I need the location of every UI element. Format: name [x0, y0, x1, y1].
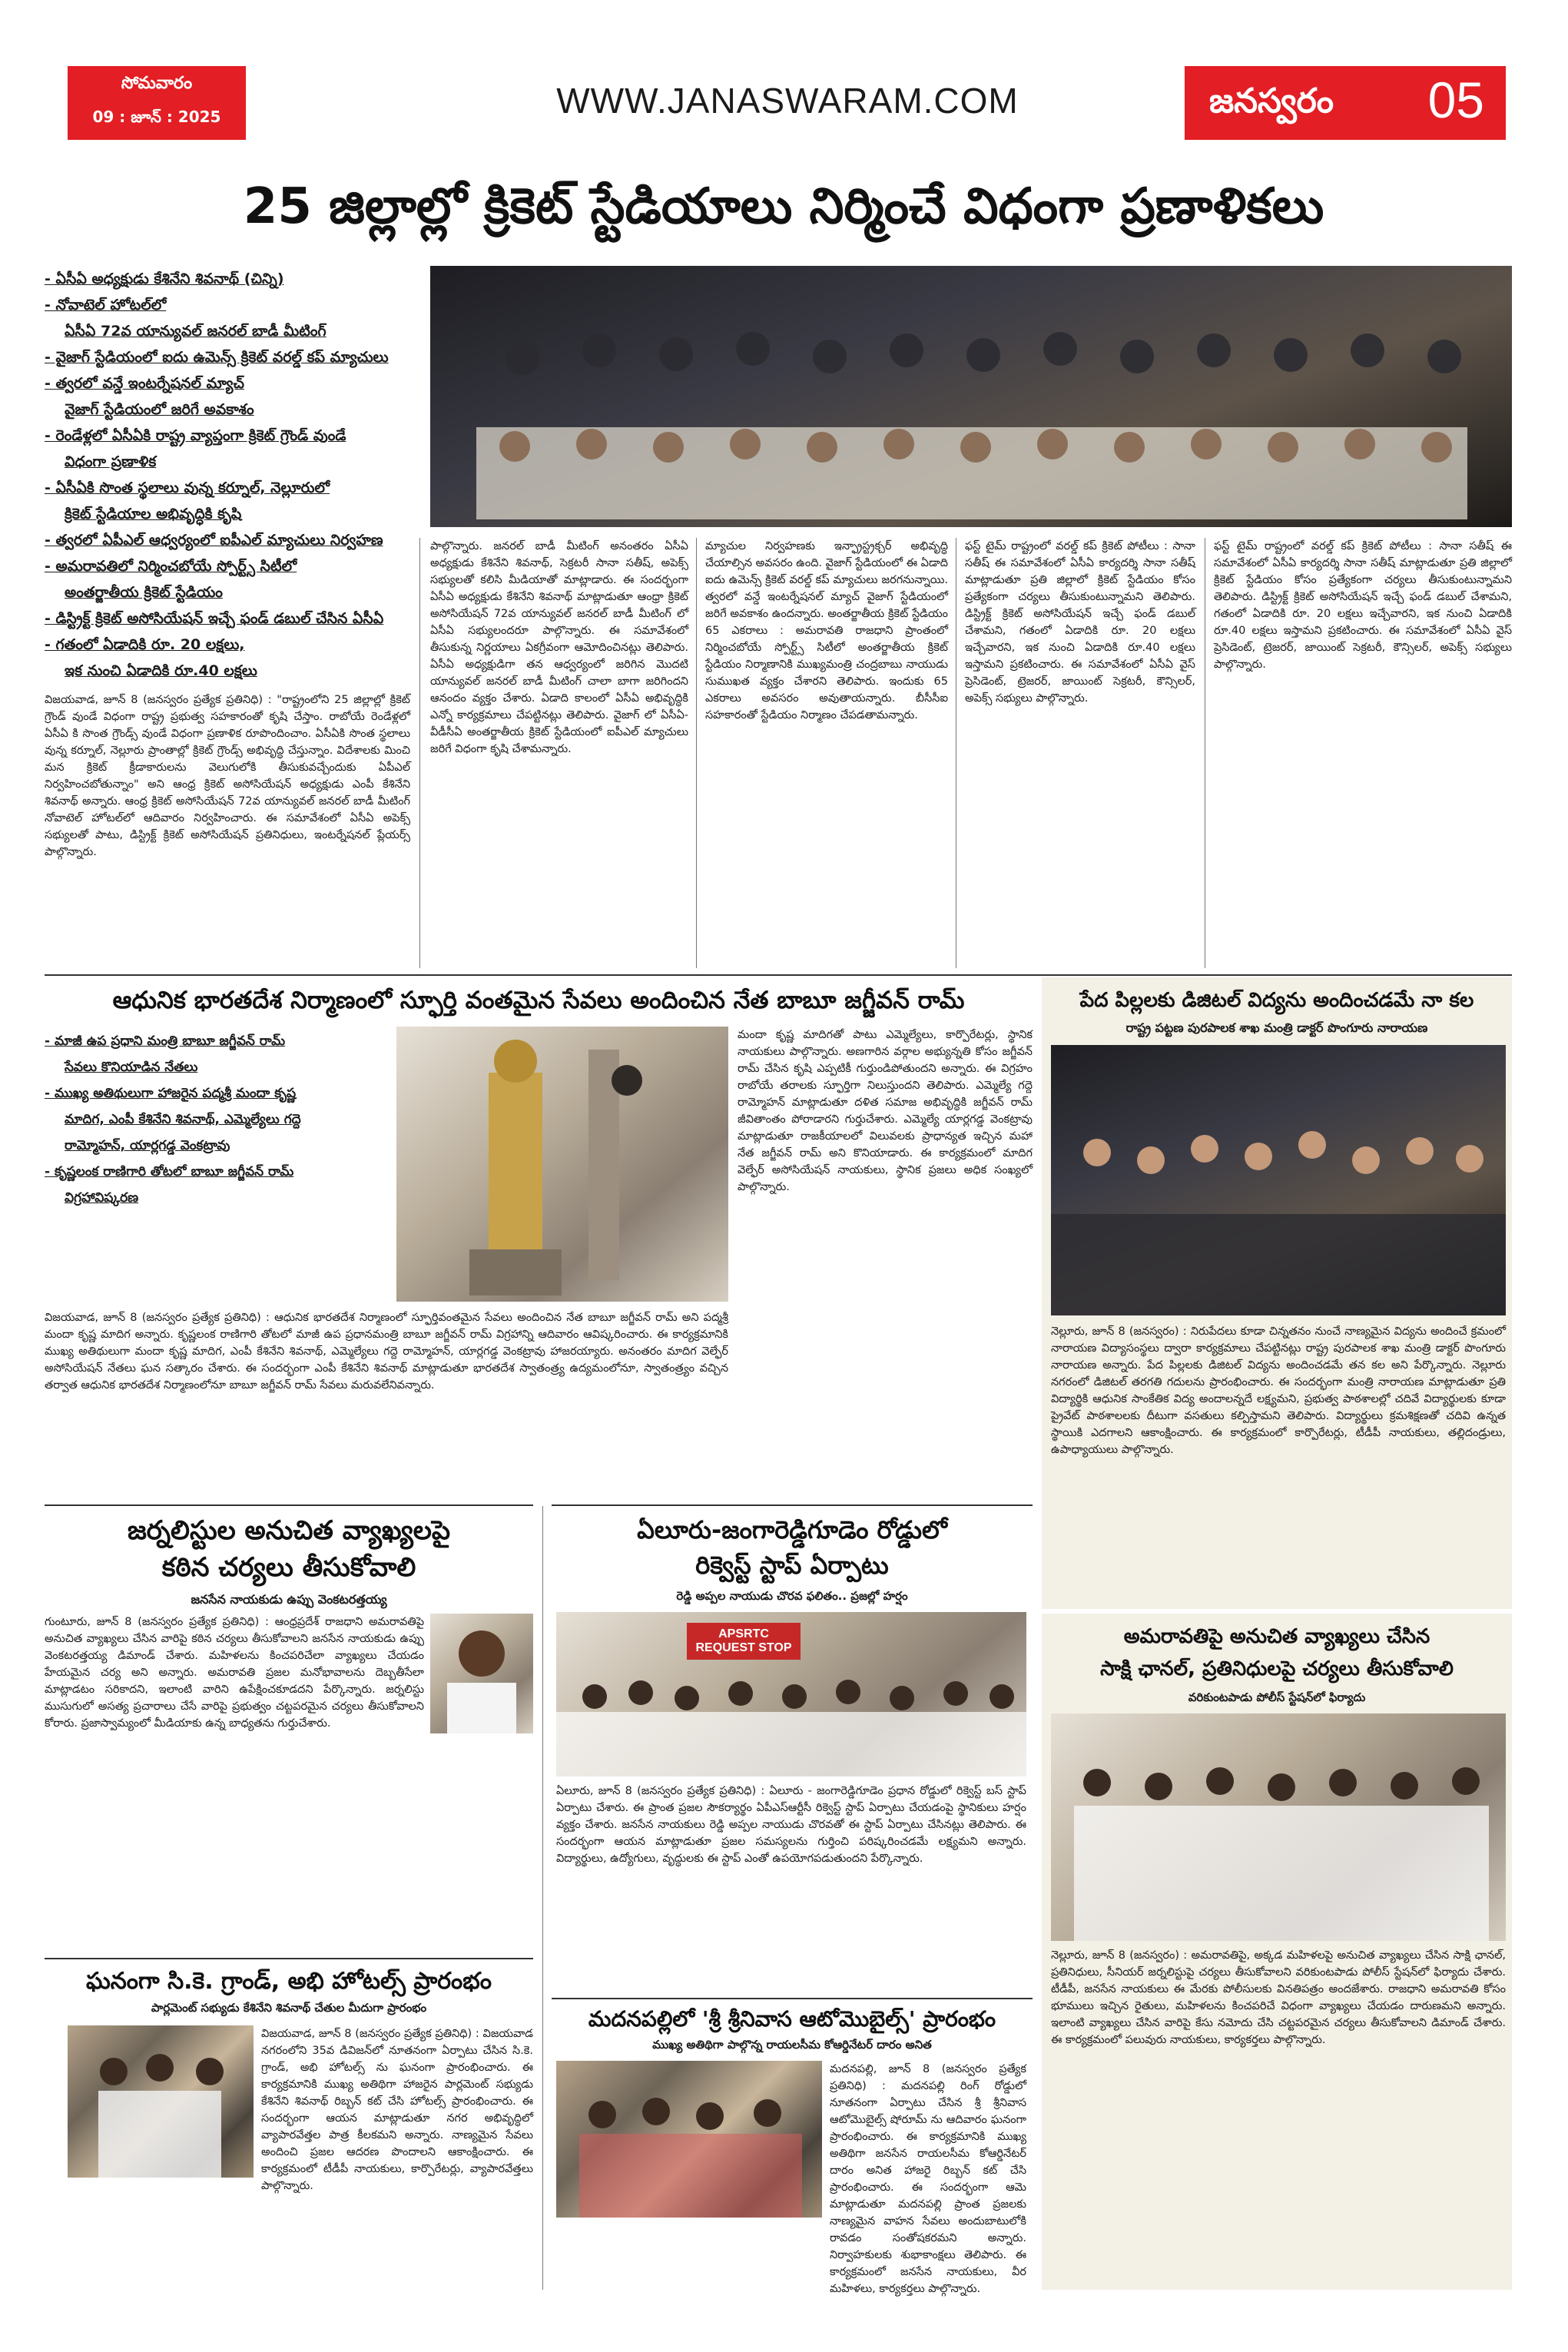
bullet-item: అంతర్జాతీయ క్రికెట్ స్టేడియం — [65, 584, 223, 601]
masthead-box — [1185, 66, 1506, 140]
digital-text: నెల్లూరు, జూన్ 8 (జనస్వరం) : నిరుపేదలు కూడా చిన్నతనం నుంచే నాణ్యమైన విద్యను అందించే క్రమంలో నారాయణ విద్యాసంస్థలు ద్వారా కార్యక్రమాలు చేపట్టినట్లు రాష్ట్ర పురపాలక శాఖ మంత్రి డాక్టర్ పొంగూరు నారాయణ అన్నారు. పేద పిల్లలకు డిజిటల్ విద్యను అందించడమే తన కల అని పేర్కొన్నారు. నెల్లూరు నగరంలో డిజిటల్ తరగతి గదులను ప్రారంభించారు. ఈ సందర్భంగా మంత్రి నారాయణ మాట్లాడుతూ ప్రతి విద్యార్థికి ఆధునిక సాంకేతిక విద్య అందాలన్నదే లక్ష్యమని, ప్రభుత్వ పాఠశాలల్లో చదివే విద్యార్థులకు కూడా ప్రైవేట్ పాఠశాలలకు దీటుగా వసతులు కల్పిస్తామని తెలిపారు. విద్యార్థులు క్రమశిక్షణతో చదివి ఉన్నత స్థాయికి ఎదగాలని ఆకాంక్షించారు. ఈ కార్యక్రమంలో కార్పొరేటర్లు, టీడీపీ నాయకులు, తల్లిదండ్రులు, ఉపాధ్యాయులు పాల్గొన్నారు. — [1051, 1325, 1506, 1456]
digital-headline: పేద పిల్లలకు డిజిటల్ విద్యను అందించడమే నా కల — [1079, 989, 1474, 1012]
hotel-text: విజయవాడ, జూన్ 8 (జనస్వరం ప్రత్యేక ప్రతినిధి) : విజయవాడ నగరంలోని 35వ డివిజన్‌లో నూతనంగా ఏర్పాటు చేసిన సి.కె. గ్రాండ్, అభి హోటల్స్ ను ఘనంగా ప్రారంభించారు. ఈ కార్యక్రమానికి ముఖ్య అతిథిగా హాజరైన పార్లమెంట్ సభ్యుడు కేశినేని శివనాథ్ రిబ్బన్ కట్ చేసి హోటల్స్ ప్రారంభించారు. ఈ సందర్భంగా ఆయన మాట్లాడుతూ నగర అభివృద్ధిలో వ్యాపారవేత్తల పాత్ర కీలకమని అన్నారు. నాణ్యమైన సేవలు అందించి ప్రజల ఆదరణ పొందాలని ఆకాంక్షించారు. ఈ కార్యక్రమంలో టీడీపీ నాయకులు, కార్పొరేటర్లు, వ్యాపారవేత్తలు పాల్గొన్నారు. — [261, 2028, 533, 2192]
main-bullets — [45, 266, 429, 684]
jagjivan-col2: మందా కృష్ణ మాదిగతో పాటు ఎమ్మెల్యేలు, కార్పొరేటర్లు, స్థానిక నాయకులు పాల్గొన్నారు. అణగారిన వర్గాల అభ్యున్నతి కోసం జగ్జీవన్ రామ్ చేసిన కృషి ఎప్పటికీ గుర్తుండిపోతుందని అన్నారు. ఈ విగ్రహం రాబోయే తరాలకు స్ఫూర్తిగా నిలుస్తుందని తెలిపారు. ఎమ్మెల్యే గద్దె రామ్మోహన్ మాట్లాడుతూ దళిత సమాజ అభివృద్ధికి జగ్జీవన్ రామ్ జీవితాంతం పోరాడారని గుర్తుచేశారు. ఎమ్మెల్యే యార్లగడ్డ వెంకట్రావు మాట్లాడుతూ రాజకీయాలలో విలువలకు ప్రాధాన్యత ఇచ్చిన మహా నేత జగ్జీవన్ రామ్ అని కొనియాడారు. ఈ కార్యక్రమంలో మాదిగ వెల్ఫేర్ అసోసియేషన్ నాయకులు, స్థానిక ప్రజలు అధిక సంఖ్యలో పాల్గొన్నారు. — [738, 1029, 1033, 1193]
section-divider — [552, 1998, 1033, 1999]
bullet-item: - నోవాటెల్ హోటల్‌లో — [45, 297, 167, 313]
eluru-text: ఏలూరు, జూన్ 8 (జనస్వరం ప్రత్యేక ప్రతినిధి) : ఏలూరు - జంగారెడ్డిగూడెం ప్రధాన రోడ్డులో రిక్వెస్ట్ బస్ స్టాప్ ఏర్పాటు చేశారు. ఈ ప్రాంత ప్రజల సౌకర్యార్థం ఏపీఎస్ఆర్టీసీ రిక్వెస్ట్ స్టాప్ ఏర్పాటు చేయడంపై స్థానికులు హర్షం వ్యక్తం చేశారు. జనసేన నాయకులు రెడ్డి అప్పల నాయుడు చొరవతో ఈ స్టాప్ ఏర్పాటు చేసినట్లు తెలిపారు. ఈ సందర్భంగా ఆయన మాట్లాడుతూ ప్రజల సమస్యలను గుర్తించి పరిష్కరించడమే లక్ష్యమని అన్నారు. విద్యార్థులు, ఉద్యోగులు, వృద్ధులకు ఈ స్టాప్ ఎంతో ఉపయోగపడుతుందని పేర్కొన్నారు. — [556, 1785, 1026, 1865]
eluru-headline-1: ఏలూరు-జంగారెడ్డిగూడెం రోడ్డులో — [637, 1515, 947, 1544]
bullet-item: క్రికెట్ స్టేడియాల అభివృద్ధికి కృషి — [65, 506, 242, 522]
bullet-item: - త్వరలో వన్డే ఇంటర్నేషనల్ మ్యాచ్ — [45, 375, 244, 392]
madanapalle-text: మదనపల్లి, జూన్ 8 (జనస్వరం ప్రత్యేక ప్రతినిధి) : మదనపల్లి రింగ్ రోడ్డులో నూతనంగా ఏర్పాటు చేసిన శ్రీ శ్రీనివాస ఆటోమొబైల్స్ షోరూమ్ ను ఆదివారం ఘనంగా ప్రారంభించారు. ఈ కార్యక్రమానికి ముఖ్య అతిథిగా జనసేన రాయలసీమ కోఆర్డినేటర్ దారం అనిత హాజరై రిబ్బన్ కట్ చేసి ప్రారంభించారు. ఈ సందర్భంగా ఆమె మాట్లాడుతూ మదనపల్లి ప్రాంత ప్రజలకు నాణ్యమైన వాహన సేవలు అందుబాటులోకి రావడం సంతోషకరమని అన్నారు. నిర్వాహకులకు శుభాకాంక్షలు తెలిపారు. ఈ కార్యక్రమంలో జనసేన నాయకులు, వీర మహిళలు, కార్యకర్తలు పాల్గొన్నారు. — [830, 2063, 1026, 2295]
column-divider — [696, 538, 697, 968]
bullet-item: - కృష్ణలంక రాణిగారి తోటలో బాబూ జగ్జీవన్ రామ్ — [45, 1164, 294, 1179]
eluru-headline-2: రిక్వెస్ట్ స్టాప్ ఏర్పాటు — [695, 1551, 889, 1580]
section-divider — [45, 1958, 533, 1959]
classroom-crowd — [1051, 1045, 1506, 1315]
column-divider — [542, 1506, 543, 2290]
police-station-figures — [1051, 1713, 1506, 1941]
main-story-col3: మ్యాచుల నిర్వహణకు ఇన్ఫ్రాస్ట్రక్చర్ అభివృద్ధి చేయాల్సిన అవసరం ఉంది. వైజాగ్ స్టేడియంలో ఈ ఏడాది ఐదు ఉమెన్స్ క్రికెట్ వరల్డ్ కప్ మ్యాచులు జరగనున్నాయి. త్వరలో వన్డే ఇంటర్నేషనల్ మ్యాచ్ వైజాగ్ స్టేడియంలో జరిగే అవకాశం ఉందన్నారు. అంతర్జాతీయ క్రికెట్ స్టేడియం 65 ఎకరాలు : అమరావతి రాజధాని ప్రాంతంలో నిర్మించబోయే స్పోర్ట్స్ సిటీలో అంతర్జాతీయ క్రికెట్ స్టేడియం నిర్మాణానికి ముఖ్యమంత్రి చంద్రబాబు నాయుడు సుముఖత వ్యక్తం చేశారని తెలిపారు. ఇందుకు 65 ఎకరాలు అవసరం అవుతాయన్నారు. బీసీసీఐ సహకారంతో స్టేడియం నిర్మాణం చేపడతామన్నారు. — [705, 540, 948, 722]
website-url[interactable]: WWW.JANASWARAM.COM — [556, 81, 1019, 121]
section-divider — [45, 1504, 533, 1506]
portrait-figure — [430, 1614, 533, 1733]
statue-figure — [396, 1027, 728, 1302]
bullet-item: విగ్రహావిష్కరణ — [65, 1190, 139, 1206]
day-label: సోమవారం — [121, 74, 193, 93]
journalist-headline-1: జర్నలిస్టుల అనుచిత వ్యాఖ్యలపై — [127, 1515, 451, 1546]
showroom-figures — [556, 2061, 822, 2218]
main-story-col4: ఫస్ట్ టైమ్ రాష్ట్రంలో వరల్డ్ కప్ క్రికెట్ పోటీలు : సానా సతీష్ ఈ సమావేశంలో ఏసీఏ కార్యదర్శి సానా సతీష్ మాట్లాడుతూ ప్రతి జిల్లాలో క్రికెట్ స్టేడియం కోసం ప్రత్యేకంగా చర్యలు తీసుకుంటున్నామని తెలిపారు. డిస్ట్రిక్ట్ క్రికెట్ అసోసియేషన్ ఇచ్చే ఫండ్ డబుల్ చేశామని, గతంలో ఏడాదికి రూ. 20 లక్షలు ఇచ్చేవారని, ఇక నుంచి ఏడాదికి రూ.40 లక్షలు ఇస్తామని ప్రకటించారు. ఈ సమావేశంలో ఏసీఏ వైస్ ప్రెసిడెంట్, ట్రెజరర్, జాయింట్ సెక్రటరీ, కౌన్సిలర్, అపెక్స్ సభ్యులు పాల్గొన్నారు. — [965, 540, 1195, 705]
amaravati-headline-1: అమరావతిపై అనుచిత వ్యాఖ్యలు చేసిన — [1123, 1625, 1430, 1648]
bullet-item: మాదిగ, ఎంపీ కేశినేని శివనాథ్, ఎమ్మెల్యేలు గద్దె — [65, 1112, 301, 1127]
journalist-portrait — [430, 1614, 533, 1733]
bullet-item: - ఏసీఏ అధ్యక్షుడు కేశినేని శివనాథ్ (చిన్ని) — [45, 270, 284, 287]
date-box — [68, 66, 246, 140]
classroom-photo — [1051, 1045, 1506, 1315]
bullet-item: - ఏసీఏకి సొంత స్థలాలు వున్న కర్నూల్, నెల్లూరులో — [45, 479, 330, 496]
agm-group-photo — [430, 266, 1512, 527]
amaravati-headline-2: సాక్షి ఛానల్, ప్రతినిధులపై చర్యలు తీసుకోవాలి — [1100, 1657, 1454, 1680]
date-label: 09 : జూన్ : 2025 — [92, 108, 221, 126]
bullet-item: విధంగా ప్రణాళిక — [65, 453, 157, 470]
hotel-figures — [68, 2025, 254, 2178]
bullet-item: - మాజీ ఉప ప్రధాని మంత్రి బాబూ జగ్జీవన్ రామ్ — [45, 1033, 286, 1049]
showroom-photo — [556, 2061, 822, 2218]
journalist-headline-2: కఠిన చర్యలు తీసుకోవాలి — [161, 1552, 416, 1583]
amaravati-text: నెల్లూరు, జూన్ 8 (జనస్వరం) : అమరావతిపై, అక్కడ మహిళలపై అనుచిత వ్యాఖ్యలు చేసిన సాక్షి ఛానల్, ప్రతినిధులు, సీనియర్ జర్నలిస్టుపై చర్యలు తీసుకోవాలని వరికుంటపాడు పోలీస్ స్టేషన్‌లో ఫిర్యాదు చేశారు. టీడీపీ, జనసేన నాయకులు ఈ మేరకు పోలీసులకు వినతిపత్రం అందజేశారు. రాజధాని అమరావతి కోసం భూములు ఇచ్చిన రైతులు, మహిళలను కించపరిచే విధంగా వ్యాఖ్యలు చేయడం దారుణమని అన్నారు. ఇలాంటి వ్యాఖ్యలు చేసిన వారిపై కేసు నమోదు చేసి చట్టపరమైన చర్యలు తీసుకోవాలని డిమాండ్ చేశారు. ఈ కార్యక్రమంలో పలువురు నాయకులు, కార్యకర్తలు పాల్గొన్నారు. — [1051, 1949, 1506, 2046]
bullet-item: ఇక నుంచి ఏడాదికి రూ.40 లక్షలు — [65, 662, 257, 679]
bullet-item: - డిస్ట్రిక్ట్ క్రికెట్ అసోసియేషన్ ఇచ్చే ఫండ్ డబుల్ చేసిన ఏసీఏ — [45, 610, 384, 627]
bullet-item: వైజాగ్ స్టేడియంలో జరిగే అవకాశం — [65, 401, 254, 418]
bullet-item: రామ్మోహన్, యార్లగడ్డ వెంకట్రావు — [65, 1138, 230, 1153]
section-divider — [552, 1504, 1033, 1506]
main-story-col5: ఫస్ట్ టైమ్ రాష్ట్రంలో వరల్డ్ కప్ క్రికెట్ పోటీలు : సానా సతీష్ ఈ సమావేశంలో ఏసీఏ కార్యదర్శి సానా సతీష్ మాట్లాడుతూ ప్రతి జిల్లాలో క్రికెట్ స్టేడియం కోసం ప్రత్యేకంగా చర్యలు తీసుకుంటున్నామని తెలిపారు. డిస్ట్రిక్ట్ క్రికెట్ అసోసియేషన్ ఇచ్చే ఫండ్ డబుల్ చేశామని, గతంలో ఏడాదికి రూ. 20 లక్షలు ఇచ్చేవారని, ఇక నుంచి ఏడాదికి రూ.40 లక్షలు ఇస్తామని ప్రకటించారు. ఈ సమావేశంలో ఏసీఏ వైస్ ప్రెసిడెంట్, ట్రెజరర్, జాయింట్ సెక్రటరీ, కౌన్సిలర్, అపెక్స్ సభ్యులు పాల్గొన్నారు. — [1214, 540, 1512, 671]
police-station-photo — [1051, 1713, 1506, 1941]
bullet-item: సేవలు కొనియాడిన నేతలు — [65, 1060, 198, 1075]
bullet-item: - త్వరలో ఏపీఎల్ ఆధ్వర్యంలో ఐపీఎల్ మ్యాచులు నిర్వహణ — [45, 532, 383, 549]
main-story-col2: పాల్గొన్నారు. జనరల్ బాడీ మీటింగ్ అనంతరం ఏసీఏ అధ్యక్షుడు కేశినేని శివనాథ్, సెక్రటరీ సానా సతీష్, అపెక్స్ సభ్యులతో కలిసి మీడియాతో మాట్లాడారు. ఈ సందర్భంగా ఏసీఏ అధ్యక్షుడు కేశినేని శివనాథ్ మాట్లాడుతూ ఆంధ్రా క్రికెట్ అసోసియేషన్ 72వ యాన్యువల్ జనరల్ బాడీ మీటింగ్ లో ఏసీఏ సభ్యులందరూ పాల్గొన్నారు. ఈ సమావేశంలో తీసుకున్న నిర్ణయాలు ఏకగ్రీవంగా ఆమోదించినట్లు తెలిపారు. ఏసీఏ అధ్యక్షుడిగా తన ఆధ్వర్యంలో జరిగిన మొదటి యాన్యువల్ జనరల్ బాడీ మీటింగ్ చాలా బాగా జరిగిందని ఆనందం వ్యక్తం చేశారు. ఏడాది కాలంలో ఏసీఏ అభివృద్ధికి ఎన్నో కార్యక్రమాలు చేపట్టినట్లు తెలిపారు. వైజాగ్ లో ఏసీఏ-వీడీసీఏ అంతర్జాతీయ క్రికెట్ స్టేడియంలో ఐపీఎల్ మ్యాచులు జరిగే విధంగా కృషి చేశామన్నారు. — [430, 540, 688, 755]
main-story-col1: విజయవాడ, జూన్ 8 (జనస్వరం ప్రత్యేక ప్రతినిధి) : "రాష్ట్రంలోని 25 జిల్లాల్లో క్రికెట్ గ్రౌండ్ వుండే విధంగా రాష్ట్ర ప్రభుత్వ సహకారంతో కృషి చేస్తాం. రాబోయే రెండేళ్లలో ఏసీఏ కి సొంత గ్రౌండ్స్ వుండే విధంగా ప్రణాళిక రూపొందించాం. ఏసీఏకి సొంత స్థలాలు వున్న కర్నూల్, నెల్లూరు ప్రాంతాల్లో క్రికెట్ గ్రౌండ్స్ అభివృద్ధి చేస్తున్నాం. విదేశాలకు మించి మన క్రికెట్ క్రీడాకారులను వెలుగులోకి తీసుకువచ్చేందుకు ఏపీఎల్ నిర్వహించబోతున్నాం" అని ఆంధ్ర క్రికెట్ అసోసియేషన్ అధ్యక్షుడు ఎంపీ కేశినేని శివనాథ్ అన్నారు. ఆంధ్ర క్రికెట్ అసోసియేషన్ 72వ యాన్యువల్ జనరల్ బాడీ మీటింగ్ నోవాటెల్ హోటల్‌లో ఆదివారం నిర్వహించారు. ఈ సమావేశంలో ఏసీఏ అపెక్స్ సభ్యులతో పాటు, డిస్ట్రిక్ట్ క్రికెట్ అసోసియేషన్ ప్రతినిధులు, ఇంటర్నేషనల్ ప్లేయర్స్ పాల్గొన్నారు. — [45, 694, 410, 858]
madanapalle-subhead: ముఖ్య అతిథిగా పాల్గొన్న రాయలసీమ కోఆర్డినేటర్ దారం అనిత — [652, 2038, 932, 2052]
section-divider — [45, 974, 1512, 976]
request-stop-photo — [556, 1612, 1026, 1776]
bullet-item: - వైజాగ్ స్టేడియంలో ఐదు ఉమెన్స్ క్రికెట్ వరల్డ్ కప్ మ్యాచులు — [45, 349, 389, 366]
bullet-item: - అమరావతిలో నిర్మించబోయే స్పోర్ట్స్ సిటీలో — [45, 558, 297, 575]
jagjivan-bullets — [45, 1028, 392, 1211]
bullet-item: ఏసీఏ 72వ యాన్యువల్ జనరల్ బాడీ మీటింగ్ — [65, 323, 327, 340]
column-divider — [419, 538, 420, 968]
page-number: 05 — [1427, 71, 1484, 128]
request-stop-sign: APSRTC REQUEST STOP — [687, 1623, 801, 1660]
bullet-item: - ముఖ్య అతిథులుగా హాజరైన పద్మశ్రీ మందా కృష్ణ — [45, 1086, 297, 1101]
journalist-text: గుంటూరు, జూన్ 8 (జనస్వరం ప్రత్యేక ప్రతినిధి) : ఆంధ్రప్రదేశ్ రాజధాని అమరావతిపై అనుచిత వ్యాఖ్యలు చేసిన వారిపై కఠిన చర్యలు తీసుకోవాలని జనసేన నాయకుడు ఉప్పు వెంకటరత్తయ్య డిమాండ్ చేశారు. మహిళలను కించపరిచేలా వ్యాఖ్యలు చేయడం హేయమైన చర్య అని అన్నారు. అమరావతి ప్రజల మనోభావాలను దెబ్బతీసేలా మాట్లాడటం సరికాదని, ఇలాంటి వారిని ఉపేక్షించకూడదని పేర్కొన్నారు. జర్నలిస్టు ముసుగులో అసత్య ప్రచారాలు చేసే వారిపై ప్రభుత్వం చట్టపరమైన చర్యలు తీసుకోవాలని కోరారు. ప్రజాస్వామ్యంలో మీడియాకు ఉన్న బాధ్యతను గుర్తుచేశారు. — [45, 1616, 424, 1730]
madanapalle-headline: మదనపల్లిలో 'శ్రీ శ్రీనివాస ఆటోమొబైల్స్' ప్రారంభం — [588, 2006, 996, 2032]
journalist-subhead: జనసేన నాయకుడు ఉప్పు వెంకటరత్తయ్య — [191, 1592, 387, 1607]
bullet-item: - రెండేళ్లలో ఏసీఏకి రాష్ట్ర వ్యాప్తంగా క్రికెట్ గ్రౌండ్ వుండే — [45, 427, 346, 444]
eluru-subhead: రెడ్డి అప్పల నాయుడు చొరవ ఫలితం.. ప్రజల్లో హర్షం — [676, 1589, 908, 1603]
amaravati-subhead: వరికుంటపాడు పోలీస్ స్టేషన్‌లో ఫిర్యాదు — [1188, 1690, 1366, 1704]
paper-name: జనస్వరం — [1209, 81, 1334, 121]
group-photo-figures — [430, 266, 1512, 527]
bullet-item: - గతంలో ఏడాదికి రూ. 20 లక్షలు, — [45, 636, 245, 653]
jagjivan-col1: విజయవాడ, జూన్ 8 (జనస్వరం ప్రత్యేక ప్రతినిధి) : ఆధునిక భారతదేశ నిర్మాణంలో స్ఫూర్తివంతమైన సేవలు అందించిన నేత బాబూ జగ్జీవన్ రామ్ అని పద్మశ్రీ మందా కృష్ణ మాదిగ అన్నారు. కృష్ణలంక రాణిగారి తోటలో మాజీ ఉప ప్రధానమంత్రి బాబూ జగ్జీవన్ రామ్ విగ్రహాన్ని ఆదివారం ఆవిష్కరించారు. ఈ కార్యక్రమానికి ముఖ్య అతిథులుగా మందా కృష్ణ మాదిగ, ఎంపీ కేశినేని శివనాథ్, ఎమ్మెల్యేలు గద్దె రామ్మోహన్, యార్లగడ్డ వెంకట్రావు హాజరయ్యారు. అనంతరం మాదిగ వెల్ఫేర్ అసోసియేషన్ నేతలు ఘన సత్కారం చేశారు. ఈ సందర్భంగా ఎంపీ కేశినేని శివనాథ్ మాట్లాడుతూ భారతదేశ స్వాతంత్ర్య ఉద్యమంలోనూ, స్వాతంత్ర్యం వచ్చిన తర్వాత ఆధునిక భారతదేశ నిర్మాణంలోనూ బాబూ జగ్జీవన్ రామ్ సేవలు మరువలేనివన్నారు. — [45, 1312, 728, 1392]
hotel-headline: ఘనంగా సి.కె. గ్రాండ్, అభి హోటల్స్ ప్రారంభం — [86, 1968, 492, 1995]
hotel-photo — [68, 2025, 254, 2178]
hotel-subhead: పార్లమెంట్ సభ్యుడు కేశినేని శివనాథ్ చేతుల మీదుగా ప్రారంభం — [151, 2001, 427, 2015]
digital-subhead: రాష్ట్ర పట్టణ పురపాలక శాఖ మంత్రి డాక్టర్ పొంగూరు నారాయణ — [1125, 1020, 1428, 1035]
statue-photo — [396, 1027, 728, 1302]
main-headline: 25 జిల్లాల్లో క్రికెట్ స్టేడియాలు నిర్మించే విధంగా ప్రణాళికలు — [243, 178, 1324, 235]
jagjivan-headline: ఆధునిక భారతదేశ నిర్మాణంలో స్ఫూర్తి వంతమైన సేవలు అందించిన నేత బాబూ జగ్జీవన్ రామ్ — [112, 987, 965, 1014]
